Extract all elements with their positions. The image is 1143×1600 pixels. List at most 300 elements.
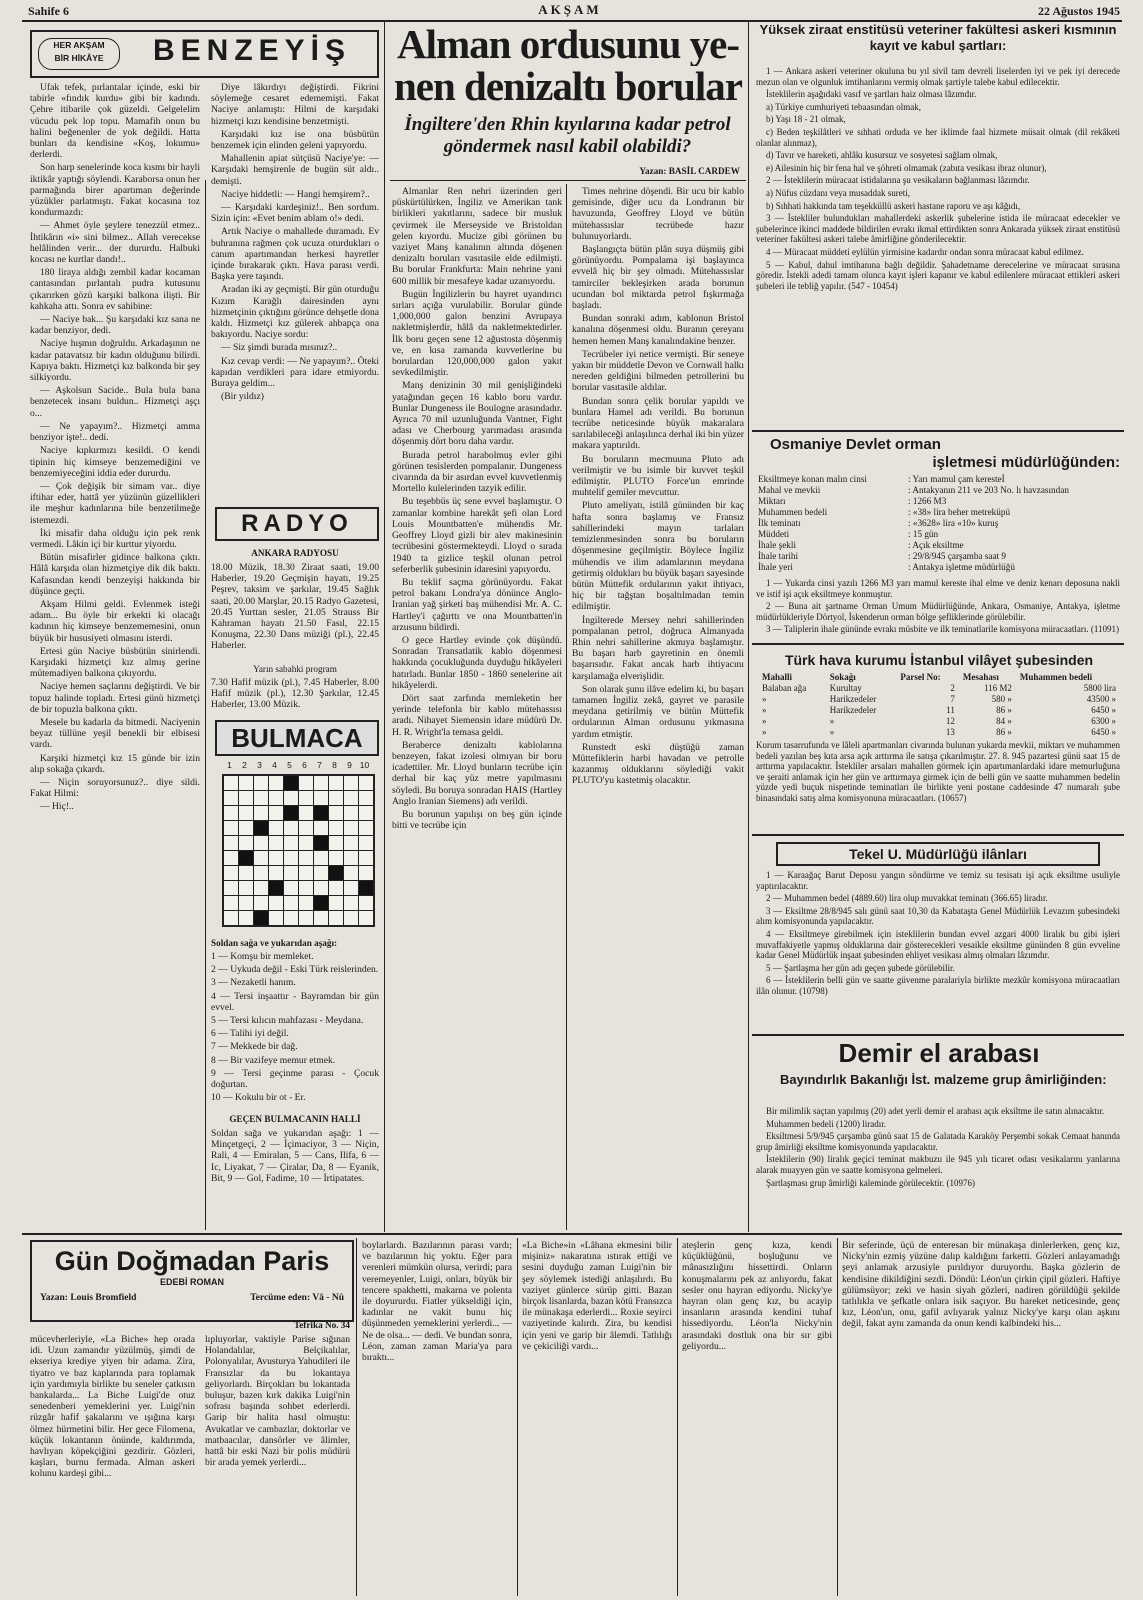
crossword-black-cell — [359, 881, 373, 895]
crossword-cell — [239, 881, 253, 895]
story-paragraph: — Aşkolsun Sacide.. Bula bula bana benzetecek insanı buldun.. Hizmetçi aşçı o... — [30, 385, 200, 419]
notice-paragraph: d) Tavır ve hareketi, ahlâkı kusursuz ve sosyetesi sağlam olmak, — [766, 150, 998, 161]
notice-hava-kurumu-table — [758, 672, 1120, 738]
crossword-cell — [254, 851, 268, 865]
notice-paragraph: 5 — Şartlaşma her gün adı geçen şubede görülebilir. — [766, 962, 955, 973]
crossword-cell — [239, 896, 253, 910]
table-header: Sokağı — [829, 672, 856, 682]
crossword-cell — [224, 776, 238, 790]
notice-paragraph: Şartlaşması grup âmirliği kaleminde görülecektir. (10976) — [766, 1177, 975, 1188]
crossword-cell — [344, 911, 358, 925]
feature-paragraph: Bu borunun yapılışı on beş gün içinde bitti ve tecrübe için — [392, 808, 562, 832]
notice-paragraph: 2 — Buna ait şartname Orman Umum Müdürlüğünde, Ankara, Osmaniye, Antakya, işletme müdürlükleriyle Dörtyol, İskenderun orman bölge şefliklerinde görülebilir. — [756, 601, 1120, 622]
crossword-number: 4 — [272, 760, 277, 770]
serial-author: Yazan: Louis Bromfield — [40, 1293, 137, 1303]
crossword-cell — [344, 866, 358, 880]
crossword-number: 10 — [359, 760, 370, 770]
story-title: BENZEYİŞ — [152, 34, 352, 67]
table-cell: Kurultay — [829, 683, 862, 693]
story-paragraph: Naciye kıpkırmızı kesildi. O kendi tipinin hiç kimseye benzemediğini ve benzemiyeceğini iddia eder dururdu. — [30, 445, 200, 479]
crossword-black-cell — [314, 806, 328, 820]
crossword-number: 7 — [317, 760, 322, 770]
crossword-cell — [269, 911, 283, 925]
crossword-cell — [224, 806, 238, 820]
serial-translator: Tercüme eden: Vâ - Nû — [250, 1293, 344, 1303]
crossword-cell — [314, 791, 328, 805]
crossword-prev-solution: Soldan sağa ve yukarıdan aşağı: 1 — Minçetgeçi, 2 — İçimaciyor, 3 — Niçin, Rali, 4 — Emiralan, 5 — Cans, Ilifa, 6 — Ic, Liyakat, 7 — Çiralar, Da, 8 — Eyanik, Bit, 9 — Gol, Fadime, 10 — İrtipatates. — [211, 1128, 379, 1184]
table-cell: 86 » — [996, 727, 1012, 737]
crossword-black-cell — [254, 821, 268, 835]
crossword-title: BULMACA — [231, 723, 363, 753]
table-cell: Harikzedeler — [829, 694, 877, 704]
row-value: : Açık eksiltme — [908, 540, 964, 550]
notice-hava-kurumu-title: Türk hava kurumu İstanbul vilâyet şubesinden — [784, 652, 1094, 668]
row-value: : Antakyanın 211 ve 203 No. lı havzasından — [908, 485, 1069, 495]
crossword-black-cell — [239, 851, 253, 865]
notice-paragraph: Bir milimlik saçtan yapılmış (20) adet yerli demir el arabası açık eksiltme ile satın alınacaktır. — [766, 1106, 1105, 1116]
crossword-clues — [211, 951, 379, 1111]
story-paragraph: Mesele bu kadarla da bitmedi. Naciyenin beyaz tüllüne yeşil benekli bir elbisesi vardı. — [30, 716, 200, 751]
crossword-cell — [329, 896, 343, 910]
notice-paragraph: e) Ailesinin hiç bir fena hal ve şöhreti olmamak (zabıta vesikası ibraz olunur), — [766, 162, 1047, 173]
crossword-cell — [344, 776, 358, 790]
radio-title: RADYO — [241, 510, 353, 537]
crossword-cell — [314, 851, 328, 865]
notice-osmaniye-row — [758, 551, 1120, 562]
column-rule — [677, 1238, 678, 1596]
section-rule — [22, 1233, 1122, 1235]
crossword-clue: 4 — Tersi inşaattır - Bayramdan bir gün evvel. — [211, 990, 379, 1013]
badge-line-1: HER AKŞAM — [53, 40, 105, 50]
feature-title-line-1: Alman ordusunu ye- — [397, 22, 739, 66]
crossword-number: 5 — [287, 760, 292, 770]
story-paragraph: — Naciye bak... Şu karşıdaki kız sana ne kadar benziyor, dedi. — [30, 314, 200, 337]
crossword-cell — [269, 791, 283, 805]
notice-paragraph: İsteklilerin aşağıdaki vasıf ve şartları haiz olması lâzımdır. — [766, 89, 977, 100]
story-paragraph: — Hiç!.. — [40, 801, 74, 813]
table-row — [758, 683, 1120, 694]
crossword-cell — [269, 821, 283, 835]
notice-osmaniye-row — [758, 474, 1120, 485]
crossword-cell — [299, 776, 313, 790]
story-paragraph: Ufak tefek, pırlantalar içinde, eski bir tabirle «fındık kurdu» gibi bir kadındı. Çehre itibarile çok güzeldi. Gelgelelim vücudu pek lop topu. Mamafih onun bu halini beğenenler de yok değildi. Hatta bunları da kendisine «Koş, lokumu» derlerdi. — [30, 82, 200, 161]
notice-osmaniye-row — [758, 496, 1120, 507]
feature-paragraph: Manş denizinin 30 mil genişliğindeki yatağından geçen 16 kablo boru vardır. Bunlar Dungeness ile Boulogne arasındadır. Ayrıca 70 mil uzunluğunda Vantner, Fight adası ve Cherbourg yarımadası arasında döşenmiş dört boru daha vardır. — [392, 380, 562, 448]
table-cell: 6300 » — [1091, 716, 1116, 726]
table-cell: » — [762, 716, 767, 726]
table-cell: » — [762, 705, 767, 715]
crossword-cell — [329, 911, 343, 925]
table-cell: 2 — [950, 683, 955, 693]
notice-paragraph: 1 — Karaağaç Barut Deposu yangın söndürme ve temiz su tesisatı işi açık eksiltme usuliyle yaptırılacaktır. — [756, 870, 1120, 891]
feature-paragraph: Tecrübeler iyi netice vermişti. Bir seneye yakın bir müddetle Devon ve Cornwall halkı nereden geldiğini bilmeden petrollerini bu borular vasıtasile aldılar. — [572, 348, 744, 394]
notice-paragraph: 3 — Taliplerin ihale gününde evrakı müsbite ve ilk teminatlarile komisyona müracaatları. (11091) — [766, 624, 1120, 635]
notice-paragraph: b) Yaşı 18 - 21 olmak, — [766, 114, 846, 125]
notice-veterinary-body — [756, 66, 1120, 426]
table-cell: 116 M2 — [983, 683, 1012, 693]
notice-paragraph: 1 — Ankara askeri veteriner okuluna bu yıl sivil tam devreli liselerden iyi ve pek iyi derecede mezun olan ve olgunluk imtihanlarını vermiş olmak şartiyle talebe kabul edilecektir. — [756, 66, 1120, 87]
crossword-cell — [329, 821, 343, 835]
story-paragraph: Naciye hiddetli: — Hangi hemşirem?.. — [221, 188, 370, 200]
column-rule — [517, 1238, 518, 1596]
crossword-cell — [224, 821, 238, 835]
crossword-clue: 5 — Tersi kılıcın mahfazası - Meydana. — [211, 1015, 364, 1027]
crossword-cell — [344, 881, 358, 895]
crossword-cell — [284, 866, 298, 880]
serial-column-3: boylarlardı. Bazılarının parası vardı; ve bazılarının hiç yoktu. Eğer para verenleri mümkün olursa, verirdi; para veremeyenler, Luigi, onları, büyük bir tencere spakhetti, makarna ve polenta ile doyururdu. Fiatler yükseldiği için, kadınlar ne vakit bunu hiç düşünmeden yemeklerini yerlerdi... — Ne de olsa... — dedi. Ve bundan sonra, Léon, zaman zaman Maria'ya para bıraktı... — [362, 1240, 512, 1364]
serial-column-2: lıpluyorlar, vaktiyle Parise sığınan Holandalılar, Belçikalılar, Polonyalılar, Avusturya Yahudileri ile Fransızlar da bu lokantaya geliyorlardı. Birçokları bu lokantada buluşur, bazen kırk dakika Luigi'nin sofrası başında sohbet ederlerdi. Garip bir halita hasıl olmuştu: Avukatlar ve cambazlar, doktorlar ve matbaacılar, dansörler ve âlimler, hattâ bir eski Nazi bir polis müdürü bir arada yemek yerlerdi... — [205, 1334, 350, 1469]
table-cell: 43500 » — [1086, 694, 1116, 704]
serial-installment: Tefrika No. 34 — [293, 1320, 350, 1330]
row-label: Miktarı — [758, 496, 786, 506]
crossword-cell — [314, 911, 328, 925]
crossword-cell — [314, 776, 328, 790]
crossword-cell — [329, 881, 343, 895]
crossword-cell — [254, 881, 268, 895]
crossword-cell — [344, 836, 358, 850]
crossword-cell — [359, 806, 373, 820]
notice-rule — [752, 834, 1124, 836]
notice-hava-kurumu-body: Kurum tasarrufunda ve lâleli apartmanları civarında bulunan yukarda mevkii, miktarı ve muhammen bedeli yazılan beş kıta arsa açık arttırma ile satışa çıkarılmıştır. 27. 8. 945 pazartesi günü saat 15 de arttırma yapılacaktır. İstekliler arsaları mahallen görmek için apartımanlardaki idare memurluğuna ve şeraiti anlamak için her gün ve arttırmaya girmek için de belli gün ve saatte muhammen bedelin yüzde yedi buçuk nispetinde teminatları ile birlikte yeni postane caddesinde 47 numaralı şube binasındaki satış alma komisyonuna müracaatları. (10657) — [756, 740, 1120, 803]
notice-osmaniye-row — [758, 507, 1120, 518]
crossword-number: 8 — [332, 760, 337, 770]
column-rule — [356, 1238, 357, 1596]
crossword-cell — [359, 836, 373, 850]
row-value: : 1266 M3 — [908, 496, 947, 506]
crossword-black-cell — [329, 866, 343, 880]
story-paragraph: Diye lâkırdıyı değiştirdi. Fikrini söylemeğe cesaret edememişti. Fakat Naciye anlamıştı: Hilmi de karşıdaki hizmetçi kızı kendisine benzetmişti. — [211, 82, 379, 127]
crossword-cell — [314, 881, 328, 895]
crossword-black-cell — [254, 911, 268, 925]
feature-paragraph: Bu teşebbüs üç sene evvel başlamıştır. O zamanlar kombine harekât şefi olan Lord Louis Mountbatten'e mühendis Mr. Geoffrey Lloyd gizli bir alev makinesinin tecrübesini göstermekteydi. Lloyd o sırada 1940 ta gizlice teşkil olunan petrol seferberlik şubesinin idaresini yapıyordu. — [392, 496, 562, 575]
story-paragraph: Mahallenin apiat sütçüsü Naciye'ye: — Karşıdaki hemşirenle de bugün süt aldı.. demişti. — [211, 153, 379, 187]
crossword-cell — [239, 836, 253, 850]
notice-rule — [752, 643, 1124, 645]
crossword-cell — [254, 776, 268, 790]
crossword-cell — [284, 821, 298, 835]
notice-osmaniye-title-b: işletmesi müdürlüğünden: — [932, 454, 1120, 471]
feature-paragraph: Dört saat zarfında memleketin her yerinde telefonla bir kablo mütehassısı aradı. Nihayet Siemensin idare müdürü Dr. H. R. Wright'la temasa geldi. — [392, 692, 562, 738]
crossword-cell — [329, 806, 343, 820]
crossword-cell — [254, 836, 268, 850]
crossword-cell — [299, 851, 313, 865]
table-cell: 84 » — [996, 716, 1012, 726]
crossword-number: 1 — [227, 760, 232, 770]
table-row — [758, 694, 1120, 705]
story-paragraph: — Çok değişik bir simam var.. diye iftihar eder, hattâ yer yüzünün güzellikleri ile meşhur kadınlarına bile benzetilmeğe istemezdi. — [30, 480, 200, 526]
crossword-cell — [299, 821, 313, 835]
crossword-cell — [239, 911, 253, 925]
story-paragraph: Ertesi gün Naciye büsbütün sinirlendi. Karşıdaki hizmetçi kız almış gerine mütemadiyen balkona çıkıyordu. — [30, 645, 200, 680]
story-column-1 — [30, 82, 200, 1227]
feature-paragraph: Bundan sonra çelik borular yapıldı ve bunlara Hamel adı verildi. Bu borunun tecrübe neticesinde büyük makaralara sarılabileceği anlaşılınca derhal iki bin yüzer makara yaptırıldı. — [572, 395, 744, 452]
crossword-cell — [359, 896, 373, 910]
crossword-cell — [224, 836, 238, 850]
crossword-cell — [269, 851, 283, 865]
table-header: Mahalli — [762, 672, 793, 682]
crossword-cell — [284, 911, 298, 925]
crossword-cell — [344, 896, 358, 910]
crossword-cell — [344, 821, 358, 835]
table-cell: 580 » — [991, 694, 1012, 704]
table-header: Mesahası — [962, 672, 999, 682]
story-paragraph: Artık Naciye o mahallede duramadı. Ev buhranına rağmen çok ucuza oturdukları o canım apartımandan herkesi hayretler içinde bırakarak çıktı. Hava parası verdi. Başka yere taşındı. — [211, 226, 379, 283]
crossword-cell — [254, 896, 268, 910]
crossword-cell — [344, 851, 358, 865]
notice-veterinary-title: Yüksek ziraat enstitüsü veteriner fakültesi askeri kısmının kayıt ve kabul şartları: — [759, 22, 1117, 53]
crossword-cell — [299, 866, 313, 880]
crossword-cell — [344, 806, 358, 820]
table-cell: Harikzedeler — [829, 705, 877, 715]
crossword-cell — [254, 866, 268, 880]
notice-tekel-body — [756, 870, 1120, 1030]
table-cell: 5800 lira — [1083, 683, 1116, 693]
crossword-number: 2 — [242, 760, 247, 770]
radio-tomorrow: 7.30 Hafif müzik (pl.), 7.45 Haberler, 8.00 Hafif müzik (pl.), 12.30 Şarkılar, 12.45 Haberler, 13.00 Müzik. — [211, 677, 379, 711]
feature-paragraph: Bu boruların mecmuuna Pluto adı verilmiştir ve bu isimle bir kuvvet teşkil edilmiştir. PLUTO Force'un emrinde muhtelif gemiler mevcuttur. — [572, 453, 744, 499]
crossword-col-numbers — [222, 760, 377, 772]
row-value: : 15 gün — [908, 529, 939, 539]
story-badge — [38, 38, 120, 70]
table-cell: 12 — [945, 716, 955, 726]
crossword-cell — [329, 791, 343, 805]
notice-paragraph: 3 — Eksiltme 28/8/945 salı günü saat 10,30 da Kabataşta Genel Müdürlük Levazım şubesindeki alım komisyonunda yapılacaktır. — [756, 905, 1120, 927]
crossword-black-cell — [314, 836, 328, 850]
feature-paragraph: Bu teklif saçma görünüyordu. Fakat petrol bakanı Londra'ya dönünce Anglo-Iranian yağ şirketi baş mühendisi Mr. A. C. Hartley'i çağırttı ve ona Mountbatten'in arzusunu bildirdi. — [392, 576, 562, 633]
story-paragraph: Karşıdaki kız ise ona büsbütün benzemek için elinden geleni yapıyordu. — [211, 128, 379, 152]
serial-header — [30, 1240, 354, 1322]
serial-title: Gün Doğmadan Paris — [54, 1246, 330, 1276]
column-rule — [748, 22, 749, 1232]
feature-paragraph: Pluto ameliyatı, istilâ gününden bir kaç hafta sonra başlamış ve Fransız sahillerindeki mayın tarlaları temizlenmesinden sonra bu boruların döşenmesine geçilmiştir. Böylece İngiliz mühendis ve ilim adamlarının meydana getirmiş oldukları bu büyük başarı sayesinde bütün Müttefik ordularının yakıt ihtiyacı, hiç bir tağştan boşaltılmadan temin edilmiştir. — [572, 500, 744, 613]
crossword-cell — [299, 881, 313, 895]
story-paragraph: 180 liraya aldığı zembil kadar kocaman cantasından pırlantalı pudra kutusunu çıkarırken gözü karşıki balkona ilişti. Bir kahkaha attı. Sonra ev sahibine: — [30, 267, 200, 312]
feature-paragraph: Burada petrol harabolmuş evler gibi görünen tesislerden pompalanır. Dungeness civarında da bir asırdan evvel kuvvetlenmiş Mortello kulelerinden tazyik edilir. — [392, 449, 562, 495]
crossword-header — [215, 720, 379, 756]
crossword-cell — [224, 881, 238, 895]
crossword-cell — [299, 896, 313, 910]
feature-rule — [390, 180, 746, 181]
notice-osmaniye-title-a: Osmaniye Devlet orman — [770, 436, 941, 453]
serial-column-1: mücevherleriyle, «La Biche» hep orada idi. Uzun zamandır yüzülmüş, şimdi de ekseriya krediye yiyen bir adama. Zira, tiyatro ve baz kaplarında para toplamak için yardımıyla birlikte bu seneler çatkısın bankalarda... La Biche Luigi'de otuz senedenberi yemeklerini yer. Luigi'nin rüzgâr hafif şakalarını ve ışığına karşı ölmez hürmetini bilir. Her gece Filomena, küçük lokantanın önünde, kaldırımda, havlıyan köpekçiğini gezdirir. Gözleri, kaşları, burnu fermada. Alman askeri kolunu kardeşi gibi... — [30, 1334, 195, 1480]
feature-paragraph: Bugün İngilizlerin bu hayret uyandırıcı sırları açığa vurulabilir. Borular günde 1,000,000 galon benzini Avrupaya nakletmişlerdir, hâlâ da nakletmektedirler. İlk boru geçen sene 12 ağustosta döşenmiş ve, en kısa zamanda kuvvetlerine bu borulardan 120,000,000 galon yakıt sevkedilmiştir. — [392, 288, 562, 379]
story-paragraph: — Karşıdaki kardeşiniz!.. Ben sordum. Sizin için: «Evet benim ablam o!» dedi. — [211, 202, 379, 225]
crossword-clue: 7 — Mekkede bir dağ. — [211, 1041, 298, 1053]
serial-column-4: «La Biche»in «Lâhana ekmesini bilir mişiniz» nakaratına ıstırak ettiği ve sesini duyduğu zaman Luigi'nin bir şey söylemek istediği anlaşılırdı. Bu vaziyet günlerce sürüp gitti. Bazan birçok lisanlarda, bazan kötü Fransızca ile münakaşa ederlerdi... Roxie seyirci vaziyetinde kalırdı. Zira, bu kendisi için yeni ve garip bir âlemdi. Tatlılığı ve çekiciliği vardı... — [522, 1240, 672, 1352]
row-value: : 29/8/945 çarşamba saat 9 — [908, 551, 1006, 561]
crossword-cell — [299, 791, 313, 805]
notice-paragraph: 2 — İsteklilerin müracaat istidalarına şu vesikaların bağlanması lâzımdır. — [766, 175, 1030, 186]
crossword-clue: 3 — Nezaketli hanım. — [211, 977, 296, 989]
notice-osmaniye-row — [758, 562, 1120, 573]
notice-rule — [752, 430, 1124, 432]
feature-subtitle: İngiltere'den Rhin kıyılarına kadar petrol göndermek nasıl kabil olabildi? — [404, 114, 731, 157]
crossword-cell — [239, 776, 253, 790]
notice-paragraph: 5 — Kabul, dahul imtihanına bağlı değildir. Şahadetname derecelerine ve müracaat sırasına göredir. İstekli adedi tamam olunca kayıt işleri kapanır ve kabul edilenlere müracaat ettikleri askeri şubeleri ile tebliğ yapılır. (547 - 10454) — [756, 259, 1120, 291]
row-value: : Yarı mamul çam keresteİ — [908, 474, 1005, 484]
crossword-cell — [224, 851, 238, 865]
crossword-cell — [224, 791, 238, 805]
feature-byline: Yazan: BASİL CARDEW — [639, 166, 740, 176]
notice-paragraph: b) Sıhhati hakkında tam teşekküllü askeri hastane raporu ve aşı kâğıdı, — [766, 200, 1021, 211]
radio-tomorrow-head: Yarın sabahki program — [253, 664, 337, 674]
notice-demir-subtitle: Bayındırlık Bakanlığı İst. malzeme grup âmirliğinden: — [780, 1072, 1107, 1087]
row-value: : «38» lira beher metreküpü — [908, 507, 1011, 517]
crossword-cell — [239, 821, 253, 835]
row-label: İlk teminatı — [758, 518, 801, 528]
notice-tekel-header — [776, 842, 1100, 866]
feature-paragraph: Times nehrine döşendi. Bir ucu bir kablo gemisinde, diğer ucu da Londranın bir havuzunda, Geoffrey Lloyd ve bütün mütehassıslar tecrübede hazır bulunuyorlardı. — [572, 186, 744, 242]
crossword-cell — [344, 791, 358, 805]
table-cell: 6450 » — [1091, 705, 1116, 715]
crossword-clue: 1 — Komşu bir memleket. — [211, 951, 314, 962]
table-cell: 11 — [946, 705, 955, 715]
crossword-cell — [329, 836, 343, 850]
serial-genre: EDEBİ ROMAN — [159, 1277, 224, 1287]
crossword-clue: 10 — Kokulu bir ot - Er. — [211, 1092, 306, 1104]
notice-osmaniye-row — [758, 518, 1120, 529]
crossword-black-cell — [284, 806, 298, 820]
feature-paragraph: İngilterede Mersey nehri sahillerinden pompalanan petrol, doğruca Almanyada Rhin nehri sahillerine akmıya başlamıştır. Bu başarı harb gayretinin en önemli başarısıdır. Fakat ancak harb ihtiyacını karşılamağa elverişlidir. — [572, 614, 744, 682]
feature-paragraph: Son olarak şunu ilâve edelim ki, bu başarı tamamen İngiliz zekâ, gayret ve parasile meydana getirilmiş ve bütün Müttefik ordularının Alman ordusunu yıkmasına yardım etmiştir. — [572, 683, 744, 740]
row-label: İhale tarihi — [758, 551, 799, 561]
story-paragraph: Bütün misafirler gidince balkona çıktı. Hâlâ karşıda olan hizmetçiye dik dik baktı. Kafasından kendi benzeyişi hakkında bir düşünce geçti. — [30, 552, 200, 597]
story-paragraph: — Niçin soruyorsunuz?.. diye sildi. Fakat Hilmi: — [30, 776, 200, 800]
serial-column-6: Bir seferinde, üçü de enteresan bir münakaşa dinlerlerken, genç kız, Nicky'nin ezmiş yüzüne dalıp kaldığını farketti. Gözleri anlayamadığı şeyi anlamak arzusiyle pırıldıyor duruyordu. Başka gözlerin de kendisine dikildiğini sezdi. Döndü: Léon'un çirkin çipil gözleri. Haftiye gülümsüyor; zeki ve hasin siyah gözleri, nadiren görüldüğü şekilde tatlılıkla ve şefkatle onlara isik saçıyor. Bu hareket neticesinde, genç kız, Léon'un, onu, gafil avlıyarak yalnız Nicky'ye karşı olan aşkını değil, fakat aynı zamanda da onun kendi kalbindeki his... — [842, 1240, 1120, 1330]
crossword-cell — [329, 776, 343, 790]
radio-header — [215, 507, 379, 541]
radio-station: ANKARA RADYOSU — [251, 548, 339, 558]
page-number: Sahife 6 — [28, 4, 70, 18]
notice-tekel-title: Tekel U. Müdürlüğü ilânları — [849, 846, 1027, 862]
crossword-prev-head: GEÇEN BULMACANIN HALLİ — [229, 1114, 361, 1124]
feature-paragraph: O gece Hartley evinde çok düşündü. Sonradan Transatlatik kablo döşenmesi hakkında çocukluğunda duyduğu hikâyeleri hatırladı. Bunlar 1850 - 1860 senelerine ait hikâyelerdi. — [392, 634, 562, 691]
story-column-2 — [211, 82, 379, 492]
crossword-clue: 2 — Uykuda değil - Eski Türk reislerinden. — [211, 964, 379, 976]
feature-paragraph: Başlangıçta bütün plân suya düşmüş gibi görünüyordu. Pompalama işi başlayınca evvelâ hiç bir şey olmadı. Mütehassıslar tamirciler bekleşirken arada borunun ucundan bol miktarda petrol fışkırmağa başladı. — [572, 244, 744, 312]
table-cell: » — [762, 727, 767, 737]
table-cell: » — [829, 716, 835, 726]
row-value: : Antakya işletme müdürlüğü — [908, 562, 1015, 572]
serial-column-5: ateşlerin genç kıza, kendi küçüklüğünü, boşluğunu ve mânasızlığını hissettirdi. Onların konuşmalarını pek az anlıyordu, fakat sesler onu hayran ediyordu. Nicky'ye hayran olan genç kız, bu acayip insanların arasında kendini tuhaf hissediyordu. Léon'la Nicky'nin arasındaki dostluk ona bir sır gibi geliyordu... — [682, 1240, 832, 1352]
feature-paragraph: Bundan sonraki adım, kablonun Bristol kanalına döşenmesi oldu. Buranın çereyanı hemen hemen Manş kanalındakine benzer. — [572, 313, 744, 347]
crossword-cell — [254, 791, 268, 805]
notice-paragraph: c) Beden teşkilâtleri ve sıhhati orduda ve her iklimde faal hizmete müsait olmak (dil rekâketi olanlar alınmaz), — [756, 126, 1120, 148]
crossword-cell — [314, 821, 328, 835]
feature-column-rule — [566, 184, 567, 1230]
newspaper-name: AKŞAM — [538, 2, 602, 17]
crossword-cell — [359, 821, 373, 835]
crossword-number: 6 — [302, 760, 307, 770]
row-value: : «3628» lira «10» kuruş — [908, 518, 999, 528]
crossword-clue: 6 — Talihi iyi değil. — [211, 1028, 289, 1040]
story-paragraph: Son harp senelerinde koca kısmı bir hayli iktikâr yaptığı söylendi. Karaborsa onun her parmağında birer apartıman değerinde yüzükler parlatmıştı. Fakat kocasına toz kondurmazdı: — [30, 162, 200, 219]
row-label: Muhammen bedeli — [758, 507, 828, 517]
crossword-grid — [222, 774, 375, 927]
crossword-cell — [359, 851, 373, 865]
table-cell: » — [762, 694, 767, 704]
notice-paragraph: Eksiltmesi 5/9/945 çarşamba günü saat 15 de Galatada Karaköy Perşembi sokak Cemaat hanında grup âmirliği eksiltme komisyonunda yapılacaktır. — [756, 1131, 1120, 1152]
notice-paragraph: 4 — Müracaat müddeti eylülün yirmisine kadardır ondan sonra müracaat kabul edilmez. — [766, 246, 1084, 257]
notice-osmaniye-row — [758, 485, 1120, 496]
notice-osmaniye-row — [758, 529, 1120, 540]
crossword-clue: 9 — Tersi geçinme parası - Çocuk doğurtan. — [211, 1067, 379, 1091]
column-rule — [384, 22, 385, 1232]
column-rule — [205, 180, 206, 1230]
notice-paragraph: 3 — İstekliler bulundukları mahallerdeki askerlik şubelerine istida ile müracaat edecekler ve şubelerince ikinci maddede bildirilen evrakı ikmal ettirdikten sonra Ankarada yüksek ziraat enstitüsü veteriner fakültesi askeri talebe âmirliğine gönderilecektir. — [756, 213, 1120, 245]
crossword-cell — [254, 806, 268, 820]
table-cell: 7 — [950, 694, 955, 704]
issue-date: 22 Ağustos 1945 — [1037, 4, 1120, 18]
crossword-number: 3 — [257, 760, 262, 770]
story-paragraph: Akşam Hilmi geldi. Evlenmek isteği adam... Bu öyle bir erkekti ki olacağı kadının hiç kimseye benzememesini, onun büyük bir hususiyeti olmasını isterdi. — [30, 598, 200, 644]
crossword-cell — [239, 806, 253, 820]
story-paragraph: Naciye hemen saçlarını değiştirdi. Ve bir topuz halinde topladı. Ertesi günü hizmetçi de bir topuzla balkona çıktı. — [30, 681, 200, 715]
table-header: Parsel No: — [900, 672, 941, 682]
notice-demir-body — [756, 1106, 1120, 1228]
crossword-cell — [284, 896, 298, 910]
table-cell: 86 » — [996, 705, 1012, 715]
notice-osmaniye-row — [758, 540, 1120, 551]
crossword-cell — [269, 866, 283, 880]
story-paragraph: Karşıki hizmetçi kız 15 günde bir izin alıp sokağa çıkardı. — [30, 752, 200, 775]
table-cell: » — [829, 727, 835, 737]
notice-paragraph: Muhammen bedeli (1200) liradır. — [766, 1118, 886, 1129]
notice-paragraph: a) Nüfus cüzdanı veya musaddak sureti, — [766, 187, 910, 198]
story-header — [30, 30, 379, 78]
crossword-cell — [284, 791, 298, 805]
crossword-cell — [269, 776, 283, 790]
story-paragraph: Kız cevap verdi: — Ne yapayım?.. Öteki kapıdan verdikleri para idare etmiyordu. Buraya geldim... — [211, 355, 379, 390]
crossword-cell — [299, 836, 313, 850]
notice-paragraph: 2 — Muhammen bedel (4889.60) lira olup muvakkat teminatı (366.65) liradır. — [766, 893, 1048, 904]
notice-paragraph: a) Türkiye cumhuriyeti tebaasından olmak, — [766, 101, 922, 112]
crossword-cell — [359, 911, 373, 925]
notice-osmaniye-table — [758, 474, 1120, 576]
crossword-number: 9 — [347, 760, 352, 770]
notice-paragraph: 4 — Eksiltmeye girebilmek için isteklilerin bundan evvel azgari 4000 liralık bu gibi işleri muvaffakiyetle yapmış olduklarına dair gösterecekleri vesaikle eksiltme gününden 8 gün evveline kadar Genel Müdürlük inşaat şubesinden ehliyet vesikası almış olmaları lâzımdır. — [756, 928, 1120, 961]
table-cell: Balaban ağa — [762, 683, 807, 693]
notice-paragraph: 1 — Yukarda cinsi yazılı 1266 M3 yarı mamul kereste ihal elme ve deniz kenarı deposuna nakli ve istif işi açık eksiltmeye konmuştur. — [756, 578, 1120, 599]
column-rule — [837, 1238, 838, 1596]
feature-column-2 — [572, 186, 744, 1229]
badge-line-2: BİR HİKÂYE — [54, 53, 104, 63]
notice-paragraph: 6 — İsteklilerin belli gün ve saatte güvenme paralariyla birlikte mezkûr komisyona müracaatları ilân olunur. (10798) — [756, 975, 1120, 996]
crossword-black-cell — [314, 896, 328, 910]
crossword-cell — [224, 911, 238, 925]
story-paragraph: — Siz şimdi burada mısınız?.. — [221, 342, 338, 354]
feature-paragraph: Runstedt eski düştüğü zaman Müttefiklerin harbi havadan ve petrolle kazanmış olduklarını söylediği vakit PLUTO'yu kastetmiş olacaktır. — [572, 741, 744, 787]
crossword-cell — [269, 896, 283, 910]
crossword-cell — [299, 806, 313, 820]
notice-rule — [752, 1034, 1124, 1036]
notice-demir-title: Demir el arabası — [838, 1038, 1040, 1068]
crossword-clue: 8 — Bir vazifeye memur etmek. — [211, 1054, 336, 1066]
crossword-cell — [329, 851, 343, 865]
table-row — [758, 716, 1120, 727]
story-paragraph: (Bir yıldız) — [221, 391, 264, 403]
crossword-cell — [224, 866, 238, 880]
row-label: Eksiltmeye konan malın cinsi — [758, 474, 867, 484]
crossword-cell — [239, 791, 253, 805]
feature-paragraph: Beraberce denizaltı kablolarına benzeyen, fakat izolesi olmıyan bir boru icadettiler. Mr. Lloyd bunların tecrübe için derhal bir kaç yüz metre yapılmasını söyledi. Bu boruya sonradan HAIS (Hartley Anglo Iranian Siemens) adı verildi. — [392, 739, 562, 807]
crossword-cell — [239, 866, 253, 880]
crossword-cell — [359, 791, 373, 805]
crossword-black-cell — [284, 776, 298, 790]
notice-paragraph: İsteklilerin (90) liralık geçici teminat makbuzu ile 945 yılı ticaret odası vesikalarını yanlarına alarak muayyen gün ve saatte komisyona gelmeleri. — [756, 1154, 1120, 1175]
notice-osmaniye-body — [756, 578, 1120, 638]
crossword-cell — [359, 776, 373, 790]
